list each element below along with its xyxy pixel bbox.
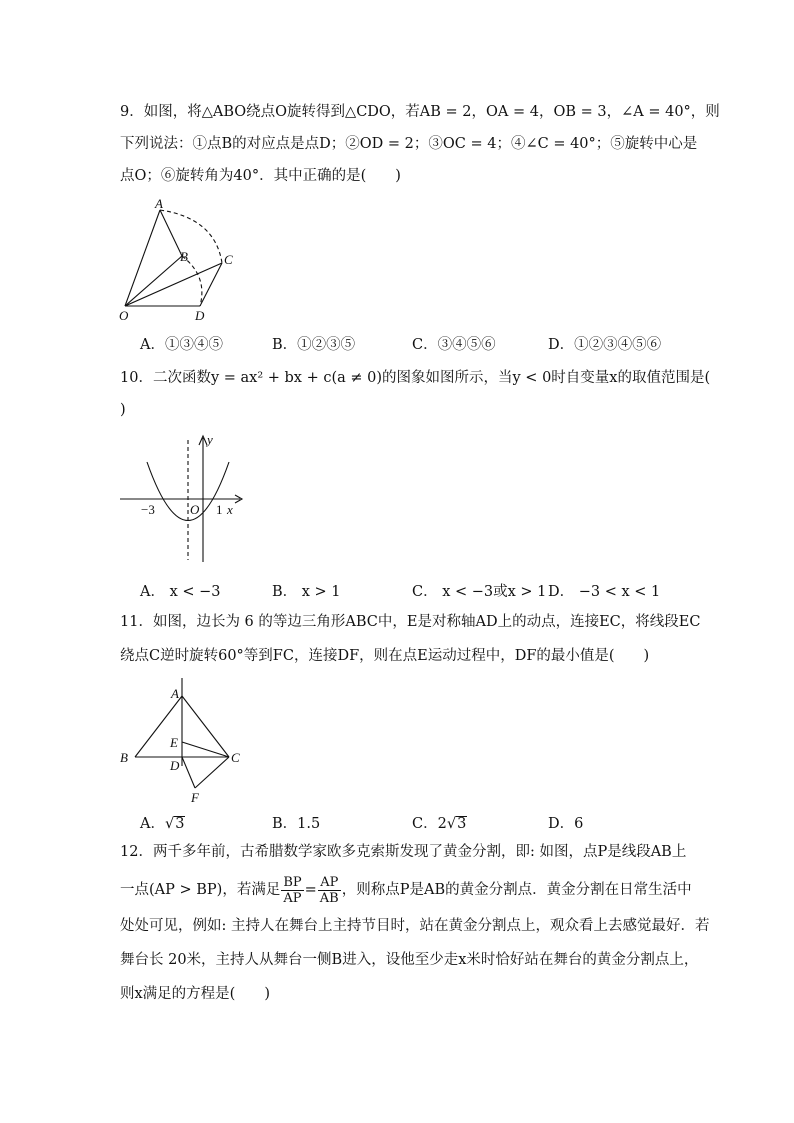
q10-label-o: O	[190, 502, 200, 517]
q10-label-minus3: −3	[141, 502, 155, 517]
q10-text-line2: )	[120, 402, 126, 418]
q10-figure	[115, 430, 255, 570]
q11-option-c-value: 3	[457, 816, 467, 832]
q11-seg-FC	[195, 757, 229, 788]
q9-label-B: B	[180, 249, 188, 264]
q9-seg-AB	[160, 210, 182, 256]
q11-seg-DF	[182, 757, 195, 788]
q12-frac1-num: BP	[283, 874, 302, 890]
q9-option-d[interactable]: D．①②③④⑤⑥	[548, 337, 662, 353]
q11-label-A: A	[171, 686, 179, 701]
q11-figure	[115, 676, 250, 806]
q10-text-line1: 10．二次函数y = ax² + bx + c(a ≠ 0)的图象如图所示，当y < 0时自变量x的取值范围是(	[120, 370, 711, 386]
q9-option-c[interactable]: C．③④⑤⑥	[412, 337, 496, 353]
q10-label-x: x	[227, 502, 233, 517]
q12-text-line4: 舞台长 20米，主持人从舞台一侧B进入，设他至少走x米时恰好站在舞台的黄金分割点上，	[120, 952, 699, 968]
q9-label-A: A	[155, 196, 163, 211]
q11-label-F: F	[191, 790, 199, 805]
q11-text-line1: 11．如图，边长为 6 的等边三角形ABC中，E是对称轴AD上的动点，连接EC，将线段EC	[120, 614, 701, 630]
q10-option-d[interactable]: D． −3 < x < 1	[548, 584, 661, 600]
q10-option-b[interactable]: B． x > 1	[272, 584, 341, 600]
q12-line2-pre: 一点(AP > BP)，若满足	[120, 882, 281, 898]
q9-label-D: D	[195, 308, 205, 323]
q12-fraction-bp-ap	[281, 875, 303, 906]
q11-option-d[interactable]: D．6	[548, 816, 584, 832]
q12-text-line1: 12．两千多年前，古希腊数学家欧多克索斯发现了黄金分割，即: 如图，点P是线段AB上	[120, 844, 687, 860]
q9-arc-AC	[160, 210, 222, 263]
q10-label-1: 1	[216, 502, 223, 517]
q12-frac2-num: AP	[318, 875, 341, 891]
q11-option-a-label: A．	[140, 816, 165, 832]
q11-label-C: C	[231, 750, 240, 765]
q11-label-B: B	[120, 750, 128, 765]
q11-seg-EC	[182, 742, 229, 757]
q12-frac2-den: AB	[319, 890, 339, 906]
q9-label-O: O	[119, 308, 129, 323]
q12-text-line2	[120, 872, 692, 908]
q11-option-c-label: C．2	[412, 816, 447, 832]
q9-option-b[interactable]: B．①②③⑤	[272, 337, 356, 353]
q10-option-c[interactable]: C． x < −3或x > 1	[412, 584, 547, 600]
q9-seg-OC	[125, 263, 222, 306]
q12-text-line5: 则x满足的方程是( )	[120, 986, 270, 1002]
q10-label-y: y	[207, 432, 213, 447]
q12-text-line3: 处处可见，例如: 主持人在舞台上主持节目时，站在黄金分割点上，观众看上去感觉最好．若	[120, 918, 710, 934]
q10-option-a[interactable]: A． x < −3	[140, 584, 221, 600]
q12-fraction-ap-ab	[318, 875, 341, 906]
q11-option-a-radical: √	[164, 816, 175, 832]
q11-seg-AC	[182, 696, 229, 757]
q11-option-b[interactable]: B．1.5	[272, 816, 321, 832]
q11-option-a[interactable]	[140, 812, 185, 833]
q9-seg-CD	[200, 263, 222, 306]
q12-line2-post: ，则称点P是AB的黄金分割点．黄金分割在日常生活中	[341, 882, 692, 898]
q9-option-a[interactable]: A．①③④⑤	[140, 337, 223, 353]
q11-label-E: E	[170, 735, 178, 750]
q9-text-line3: 点O；⑥旋转角为40°．其中正确的是( )	[120, 168, 401, 184]
q11-option-c[interactable]	[412, 812, 467, 833]
q11-label-D: D	[170, 758, 180, 773]
q9-text-line1: 9．如图，将△ABO绕点O旋转得到△CDO，若AB = 2，OA = 4，OB = 3，∠A = 40°，则	[120, 104, 720, 120]
q11-text-line2: 绕点C逆时旋转60°等到FC，连接DF，则在点E运动过程中，DF的最小值是( )	[120, 648, 650, 664]
q12-equals: =	[304, 882, 317, 898]
q11-option-c-radical: √	[446, 816, 457, 832]
q9-text-line2: 下列说法：①点B的对应点是点D；②OD = 2；③OC = 4；④∠C = 40°；⑤旋转中心是	[120, 136, 698, 152]
q12-frac1-den: AP	[283, 890, 302, 906]
q9-figure	[110, 198, 250, 328]
q9-label-C: C	[224, 252, 233, 267]
q9-seg-OA	[125, 210, 160, 306]
q11-option-a-value: 3	[175, 816, 185, 832]
